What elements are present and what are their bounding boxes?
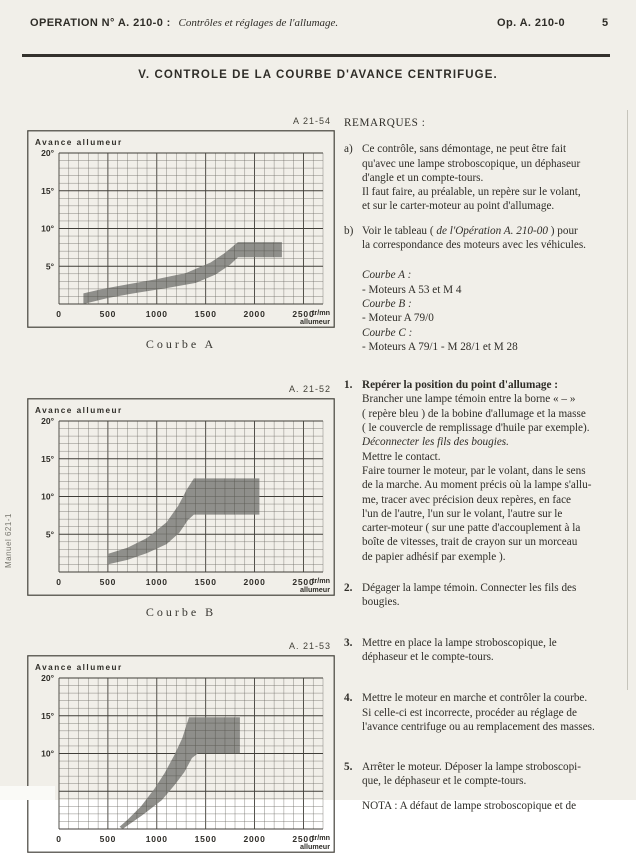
svg-text:500: 500 bbox=[99, 309, 117, 319]
svg-text:2000: 2000 bbox=[243, 834, 266, 844]
remark-block-label: b) bbox=[344, 224, 354, 237]
remark-line: et sur le carter-moteur au point d'allumage. bbox=[362, 200, 555, 213]
remark-line: carter-moteur ( sur une patte d'accouplement à la bbox=[362, 522, 581, 535]
remark-line: ( repère bleu ) de la bobine d'allumage et la masse bbox=[362, 407, 586, 420]
remark-line: Faire tourner le moteur, par le volant, dans le sens bbox=[362, 464, 586, 477]
remark-line: déphaseur et le compte-tours. bbox=[362, 650, 494, 663]
svg-text:allumeur: allumeur bbox=[300, 317, 330, 326]
remark-line: Si celle-ci est incorrecte, procéder au réglage de bbox=[362, 706, 577, 719]
chart-b-ref: A. 21-52 bbox=[288, 384, 331, 394]
svg-text:15°: 15° bbox=[41, 185, 54, 196]
svg-text:2000: 2000 bbox=[243, 577, 266, 587]
remark-line: Repérer la position du point d'allumage : bbox=[362, 379, 559, 392]
header-operation-number: OPERATION N° A. 210-0 : bbox=[30, 17, 171, 29]
remarks-blocks bbox=[344, 142, 636, 813]
svg-text:Avance allumeur: Avance allumeur bbox=[35, 663, 123, 672]
svg-text:0: 0 bbox=[56, 834, 62, 844]
chart-a-canvas bbox=[27, 130, 335, 328]
remark-line: Courbe B : bbox=[362, 297, 412, 310]
chart-c-canvas bbox=[27, 655, 335, 851]
svg-text:1500: 1500 bbox=[194, 577, 217, 587]
remark-line: me, tracer avec précision deux repères, en face bbox=[362, 493, 572, 506]
svg-text:1000: 1000 bbox=[145, 309, 168, 319]
remark-block bbox=[344, 268, 636, 354]
remark-line: qu'avec une lampe stroboscopique, un déphaseur bbox=[362, 157, 581, 170]
remark-block bbox=[344, 760, 636, 789]
svg-text:10°: 10° bbox=[41, 223, 54, 234]
remark-line: Brancher une lampe témoin entre la borne « – » bbox=[362, 393, 576, 406]
svg-text:allumeur: allumeur bbox=[300, 842, 330, 851]
svg-text:2500: 2500 bbox=[292, 834, 315, 844]
header-op-ref: Op. A. 210-0 bbox=[497, 17, 565, 29]
remark-line: l'un de l'autre, l'un sur le volant, l'autre sur le bbox=[362, 507, 563, 520]
remark-block-label: 5. bbox=[344, 761, 353, 774]
svg-text:Avance allumeur: Avance allumeur bbox=[35, 406, 123, 415]
remark-line: ( le couvercle de remplissage d'huile par exemple). bbox=[362, 422, 590, 435]
margin-note: Manuel 621-1 bbox=[4, 513, 13, 568]
header-rule bbox=[22, 54, 610, 57]
remark-line: boîte de vitesses, trait de crayon sur un morceau bbox=[362, 536, 578, 549]
remark-line: que, le déphaseur et le compte-tours. bbox=[362, 775, 527, 788]
svg-text:Avance allumeur: Avance allumeur bbox=[35, 138, 123, 147]
remark-line: bougies. bbox=[362, 596, 400, 609]
svg-text:allumeur: allumeur bbox=[300, 585, 330, 594]
svg-text:2500: 2500 bbox=[292, 309, 315, 319]
remark-block bbox=[344, 224, 636, 253]
remark-line: de la marche. Au moment précis où la lampe s'allu- bbox=[362, 479, 592, 492]
remark-line: Dégager la lampe témoin. Connecter les fils des bbox=[362, 582, 577, 595]
remark-line: NOTA : A défaut de lampe stroboscopique et de bbox=[362, 799, 577, 812]
remarks-title: REMARQUES : bbox=[344, 117, 426, 129]
remark-line: Mettre le contact. bbox=[362, 450, 441, 463]
remark-block bbox=[344, 581, 636, 610]
chart-a-caption: Courbe A bbox=[145, 337, 217, 351]
remark-block-label: 2. bbox=[344, 582, 353, 595]
svg-text:2500: 2500 bbox=[292, 577, 315, 587]
remarks-column bbox=[344, 116, 636, 813]
remark-line: - Moteurs A 79/1 - M 28/1 et M 28 bbox=[362, 340, 518, 353]
svg-text:10°: 10° bbox=[41, 491, 54, 502]
svg-text:20°: 20° bbox=[41, 416, 54, 426]
remark-block-label: 3. bbox=[344, 636, 353, 649]
remark-block bbox=[344, 691, 636, 734]
remark-line: Courbe A : bbox=[362, 269, 412, 282]
svg-text:0: 0 bbox=[56, 577, 62, 587]
svg-text:1500: 1500 bbox=[194, 309, 217, 319]
svg-text:500: 500 bbox=[99, 577, 117, 587]
advance-curve-band bbox=[83, 242, 282, 304]
scan-corner-strip bbox=[0, 786, 55, 800]
svg-text:15°: 15° bbox=[41, 710, 54, 721]
chart-courbe-a bbox=[27, 116, 335, 352]
svg-text:1500: 1500 bbox=[194, 834, 217, 844]
chart-b-caption: Courbe B bbox=[145, 605, 217, 619]
svg-text:15°: 15° bbox=[41, 453, 54, 464]
chart-courbe-c bbox=[27, 641, 335, 851]
remark-line: - Moteur A 79/0 bbox=[362, 312, 434, 325]
remark-line: - Moteurs A 53 et M 4 bbox=[362, 283, 462, 296]
remark-line: Mettre le moteur en marche et contrôler la courbe. bbox=[362, 692, 588, 705]
remark-line: d'angle et un compte-tours. bbox=[362, 171, 484, 184]
advance-curve-band bbox=[120, 717, 240, 829]
svg-text:20°: 20° bbox=[41, 673, 54, 683]
svg-text:500: 500 bbox=[99, 834, 117, 844]
chart-c-ref: A. 21-53 bbox=[288, 641, 331, 651]
remark-block-label: a) bbox=[344, 143, 353, 156]
svg-text:tr/mn: tr/mn bbox=[312, 576, 330, 585]
remark-line: Courbe C : bbox=[362, 326, 413, 339]
header-operation bbox=[30, 17, 338, 29]
svg-text:tr/mn: tr/mn bbox=[312, 308, 330, 317]
svg-text:20°: 20° bbox=[41, 148, 54, 158]
remark-block bbox=[344, 799, 636, 813]
remark-line: l'avance centrifuge ou au remplacement des masses. bbox=[362, 720, 595, 733]
chart-svg bbox=[27, 130, 335, 328]
remark-line: Voir le tableau ( de l'Opération A. 210-00 ) pour bbox=[362, 224, 578, 237]
svg-text:10°: 10° bbox=[41, 748, 54, 759]
chart-a-ref: A 21-54 bbox=[292, 116, 331, 126]
remark-block bbox=[344, 142, 636, 213]
chart-svg bbox=[27, 398, 335, 596]
svg-text:tr/mn: tr/mn bbox=[312, 833, 330, 842]
remark-block bbox=[344, 378, 636, 564]
svg-text:0: 0 bbox=[56, 309, 62, 319]
chart-courbe-b bbox=[27, 384, 335, 620]
remark-line: Il faut faire, au préalable, un repère sur le volant, bbox=[362, 186, 581, 199]
svg-text:1000: 1000 bbox=[145, 834, 168, 844]
remark-block-label: 4. bbox=[344, 692, 353, 705]
remark-line: de papier adhésif par exemple ). bbox=[362, 550, 506, 563]
svg-text:5°: 5° bbox=[45, 261, 54, 272]
remark-line: Arrêter le moteur. Déposer la lampe stroboscopi- bbox=[362, 761, 582, 774]
remark-line: Mettre en place la lampe stroboscopique, le bbox=[362, 636, 557, 649]
section-title: V. CONTROLE DE LA COURBE D'AVANCE CENTRIFUGE. bbox=[138, 69, 498, 81]
remark-line: Déconnecter les fils des bougies. bbox=[362, 436, 509, 449]
svg-text:1000: 1000 bbox=[145, 577, 168, 587]
svg-text:5°: 5° bbox=[45, 529, 54, 540]
chart-svg bbox=[27, 655, 335, 853]
chart-b-canvas bbox=[27, 398, 335, 596]
remark-line: Ce contrôle, sans démontage, ne peut être fait bbox=[362, 143, 567, 156]
advance-curve-band bbox=[108, 478, 260, 564]
remark-block bbox=[344, 636, 636, 665]
svg-text:2000: 2000 bbox=[243, 309, 266, 319]
header-operation-title: Contrôles et réglages de l'allumage. bbox=[178, 17, 339, 29]
remark-line: la correspondance des moteurs avec les véhicules. bbox=[362, 239, 586, 252]
header-page-number: 5 bbox=[602, 17, 609, 29]
remark-block-label: 1. bbox=[344, 379, 353, 392]
